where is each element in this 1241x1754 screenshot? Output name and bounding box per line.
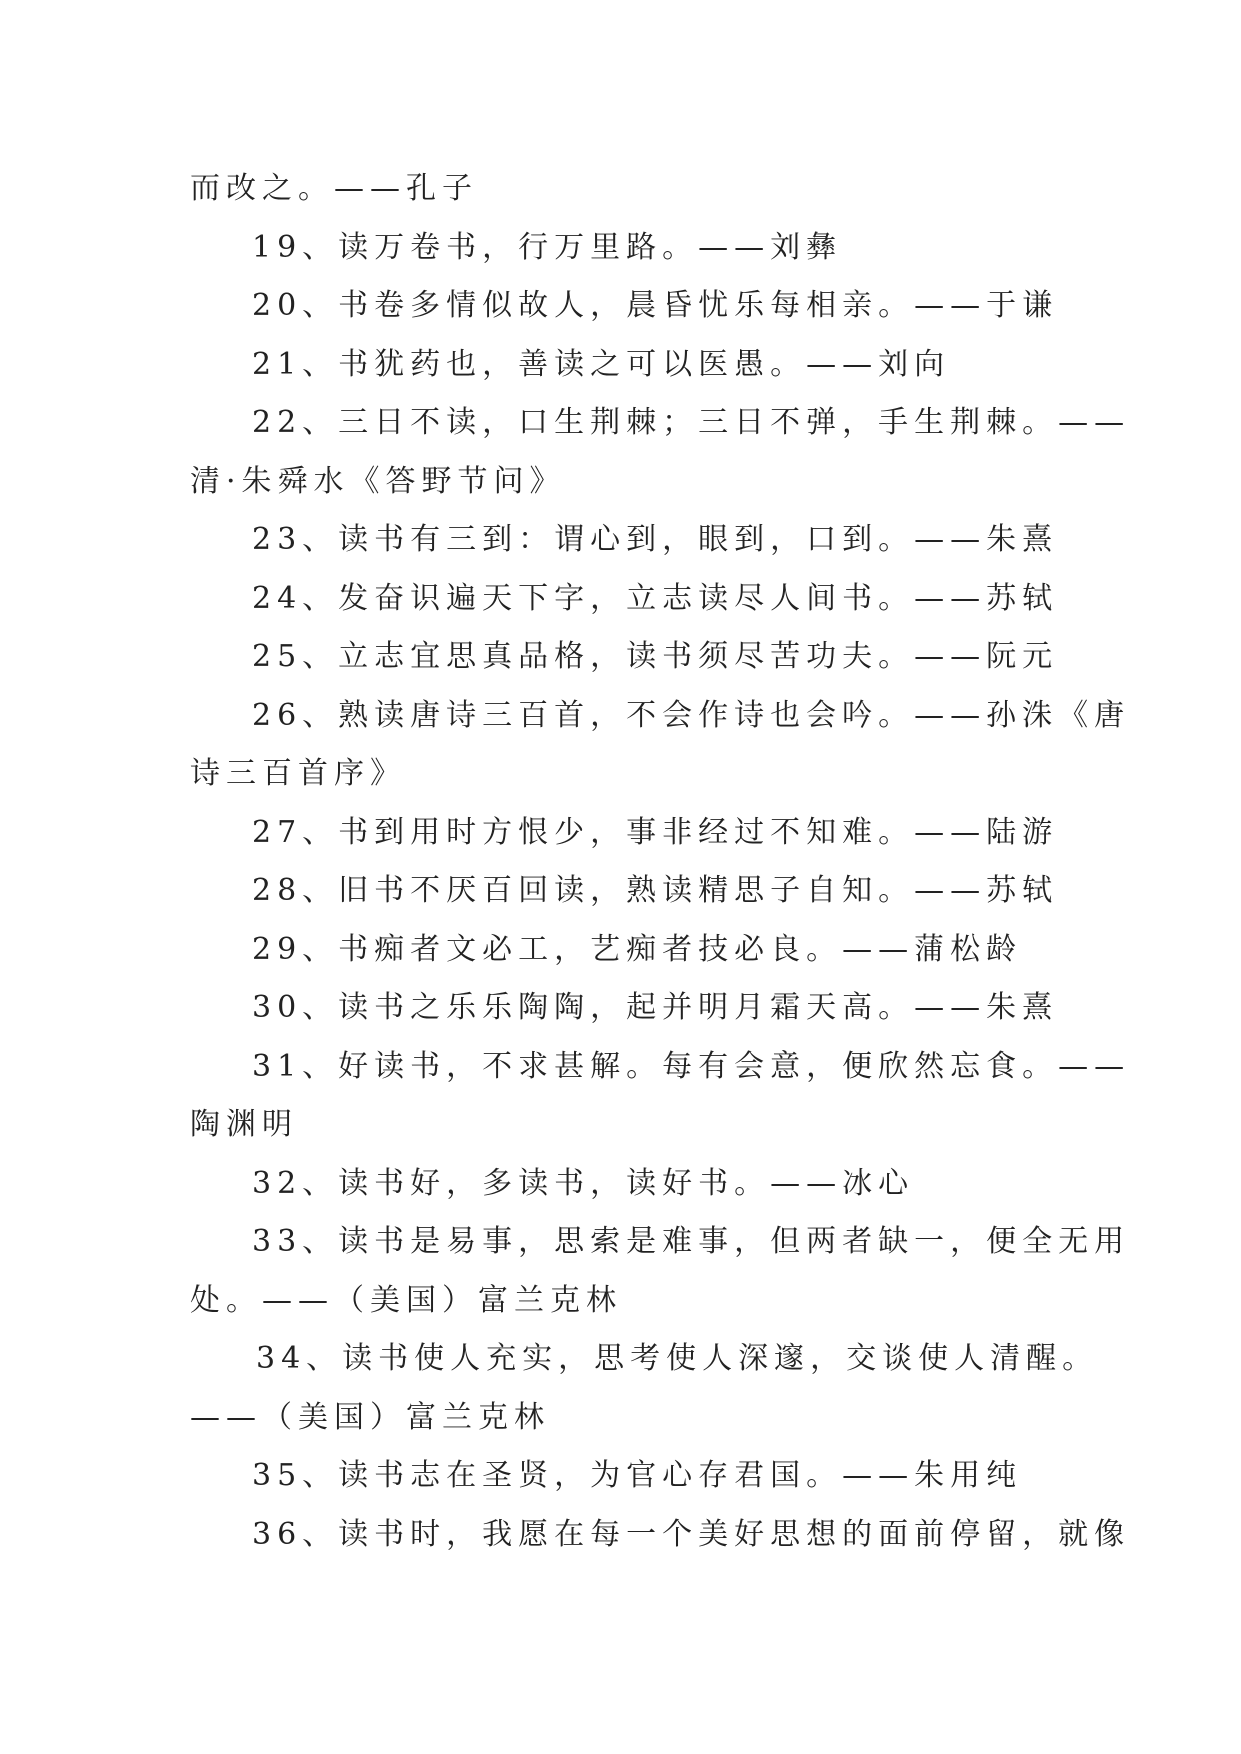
quote-34-continuation: ——（美国）富兰克林 bbox=[190, 1399, 550, 1435]
quote-30: 30、读书之乐乐陶陶，起并明月霜天高。——朱熹 bbox=[252, 990, 1059, 1025]
quote-22-continuation: 清·朱舜水《答野节问》 bbox=[190, 463, 566, 499]
quote-33: 33、读书是易事，思索是难事，但两者缺一，便全无用 bbox=[252, 1224, 1131, 1259]
quote-31-continuation: 陶渊明 bbox=[190, 1107, 298, 1142]
quote-23: 23、读书有三到：谓心到，眼到，口到。——朱熹 bbox=[252, 522, 1059, 557]
quote-24: 24、发奋识遍天下字，立志读尽人间书。——苏轼 bbox=[252, 580, 1059, 616]
quote-21: 21、书犹药也，善读之可以医愚。——刘向 bbox=[252, 346, 951, 382]
document-body bbox=[190, 160, 1131, 1564]
quote-34: 34、读书使人充实，思考使人深邃，交谈使人清醒。 bbox=[256, 1341, 1099, 1376]
quote-36: 36、读书时，我愿在每一个美好思想的面前停留，就像 bbox=[252, 1516, 1131, 1552]
quote-28: 28、旧书不厌百回读，熟读精思子自知。——苏轼 bbox=[252, 873, 1059, 908]
quote-27: 27、书到用时方恨少，事非经过不知难。——陆游 bbox=[252, 814, 1059, 850]
quote-33-continuation: 处。——（美国）富兰克林 bbox=[190, 1282, 622, 1318]
quote-26-continuation: 诗三百首序》 bbox=[190, 756, 406, 791]
quote-19: 19、读万卷书，行万里路。——刘彝 bbox=[252, 229, 843, 265]
quote-22: 22、三日不读，口生荆棘；三日不弹，手生荆棘。—— bbox=[252, 405, 1131, 440]
text-line-continuation: 而改之。——孔子 bbox=[190, 171, 478, 206]
quote-35: 35、读书志在圣贤，为官心存君国。——朱用纯 bbox=[252, 1458, 1023, 1493]
quote-26: 26、熟读唐诗三百首，不会作诗也会吟。——孙洙《唐 bbox=[252, 697, 1131, 733]
quote-29: 29、书痴者文必工，艺痴者技必良。——蒲松龄 bbox=[252, 931, 1023, 967]
quote-20: 20、书卷多情似故人，晨昏忧乐每相亲。——于谦 bbox=[252, 288, 1059, 323]
quote-25: 25、立志宜思真品格，读书须尽苦功夫。——阮元 bbox=[252, 639, 1059, 674]
quote-31: 31、好读书，不求甚解。每有会意，便欣然忘食。—— bbox=[252, 1048, 1131, 1084]
quote-32: 32、读书好，多读书，读好书。——冰心 bbox=[252, 1165, 915, 1201]
